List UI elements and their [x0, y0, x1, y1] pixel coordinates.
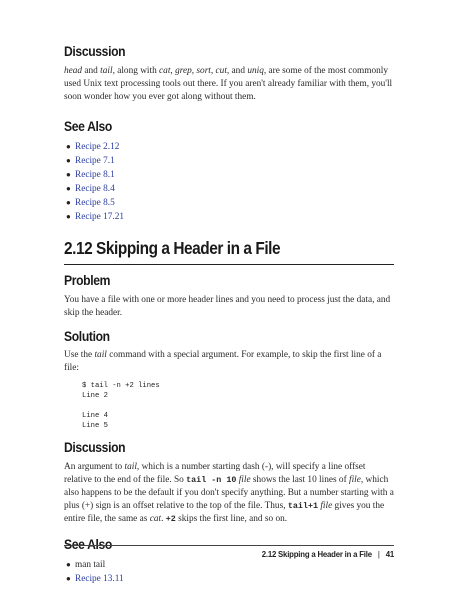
- cmd-tail: tail: [100, 66, 113, 76]
- see-also-list: [64, 140, 394, 224]
- see-also-heading-2: See Also: [64, 537, 112, 552]
- footer-separator: |: [377, 550, 380, 559]
- footer-rule: [64, 545, 394, 546]
- recipe-link[interactable]: Recipe 17.21: [75, 212, 125, 222]
- bullet-icon: ●: [66, 560, 71, 569]
- code-tail-plus-1: tail+1: [287, 501, 319, 511]
- recipe-link[interactable]: Recipe 7.1: [75, 156, 115, 166]
- list-item: [64, 168, 394, 182]
- bullet-icon: ●: [66, 574, 71, 583]
- footer-section-title: 2.12 Skipping a Header in a File: [261, 550, 372, 559]
- bullet-icon: ●: [66, 184, 71, 193]
- text-run: ,: [210, 66, 216, 76]
- bullet-icon: ●: [66, 170, 71, 179]
- text-run: ,: [191, 66, 197, 76]
- bullet-icon: ●: [66, 142, 71, 151]
- code-tail-n-10: tail -n 10: [186, 475, 237, 485]
- discussion-paragraph-2: [64, 461, 394, 526]
- see-also-list-2: [64, 558, 394, 586]
- text-run: , which also happens to be the default if you don't specify anything. But a number starting with a plus (+) sign is an offset relative to the top of the file. Thus,: [64, 475, 394, 511]
- list-item: [64, 182, 394, 196]
- cmd-sort: sort: [196, 66, 211, 76]
- discussion-paragraph: [64, 65, 394, 104]
- text-run: ,: [170, 66, 176, 76]
- text-run: skips the first line, and so on.: [175, 514, 288, 524]
- solution-paragraph: [64, 349, 394, 375]
- list-item: [64, 140, 394, 154]
- cmd-uniq: uniq: [247, 66, 264, 76]
- bullet-icon: ●: [66, 156, 71, 165]
- code-plus-2: +2: [165, 514, 176, 524]
- list-item: [64, 572, 394, 586]
- recipe-link[interactable]: Recipe 8.4: [75, 184, 115, 194]
- cmd-cat: cat: [149, 514, 162, 524]
- page-content: [64, 44, 394, 586]
- text-run: and: [82, 66, 101, 76]
- title-rule: [64, 264, 394, 265]
- list-item: [64, 210, 394, 224]
- recipe-title: 2.12 Skipping a Header in a File: [64, 238, 281, 258]
- problem-paragraph: You have a file with one or more header lines and you need to process just the data, and skip the header.: [64, 295, 391, 318]
- see-also-heading: See Also: [64, 119, 112, 134]
- solution-heading: Solution: [64, 329, 110, 344]
- bullet-icon: ●: [66, 198, 71, 207]
- file-word: file: [349, 475, 361, 485]
- cmd-cat: cat: [159, 66, 171, 76]
- list-item: [64, 154, 394, 168]
- man-page-ref: man tail: [75, 560, 106, 570]
- recipe-link[interactable]: Recipe 2.12: [75, 142, 120, 152]
- cmd-head: head: [64, 66, 83, 76]
- text-run: shows the last 10 lines of: [250, 475, 349, 485]
- cmd-tail: tail: [94, 350, 107, 360]
- code-example: $ tail -n +2 lines Line 2 Line 4 Line 5: [82, 382, 160, 430]
- text-run: command with a special argument. For example, to skip the first line of a file:: [64, 350, 382, 373]
- recipe-link[interactable]: Recipe 8.1: [75, 170, 115, 180]
- bullet-icon: ●: [66, 212, 71, 221]
- text-run: .: [161, 514, 166, 524]
- text-run: An argument to: [64, 462, 125, 472]
- text-run: Use the: [64, 350, 95, 360]
- cmd-grep: grep: [175, 66, 192, 76]
- recipe-link[interactable]: Recipe 13.11: [75, 574, 124, 584]
- text-run: , which is a number starting dash (-), will specify a line offset relative to the end of the file. So: [64, 462, 366, 485]
- cmd-tail: tail: [124, 462, 137, 472]
- recipe-link[interactable]: Recipe 8.5: [75, 198, 115, 208]
- problem-heading: Problem: [64, 273, 111, 288]
- list-item: [64, 196, 394, 210]
- text-run: , and: [226, 66, 248, 76]
- page-number: 41: [385, 550, 394, 559]
- file-word: file: [320, 501, 333, 511]
- file-word: file: [238, 475, 251, 485]
- discussion-heading-2: Discussion: [64, 440, 126, 455]
- page-footer: [64, 550, 394, 559]
- text-run: , are some of the most commonly used Unix text processing tools out there. If you aren't already familiar with them, you'll soon wonder how you ever got along without them.: [64, 66, 393, 102]
- list-item: [64, 558, 394, 572]
- cmd-cut: cut: [215, 66, 227, 76]
- text-run: , along with: [112, 66, 160, 76]
- text-run: gives you the entire file, the same as: [64, 501, 385, 524]
- discussion-heading: Discussion: [64, 44, 126, 59]
